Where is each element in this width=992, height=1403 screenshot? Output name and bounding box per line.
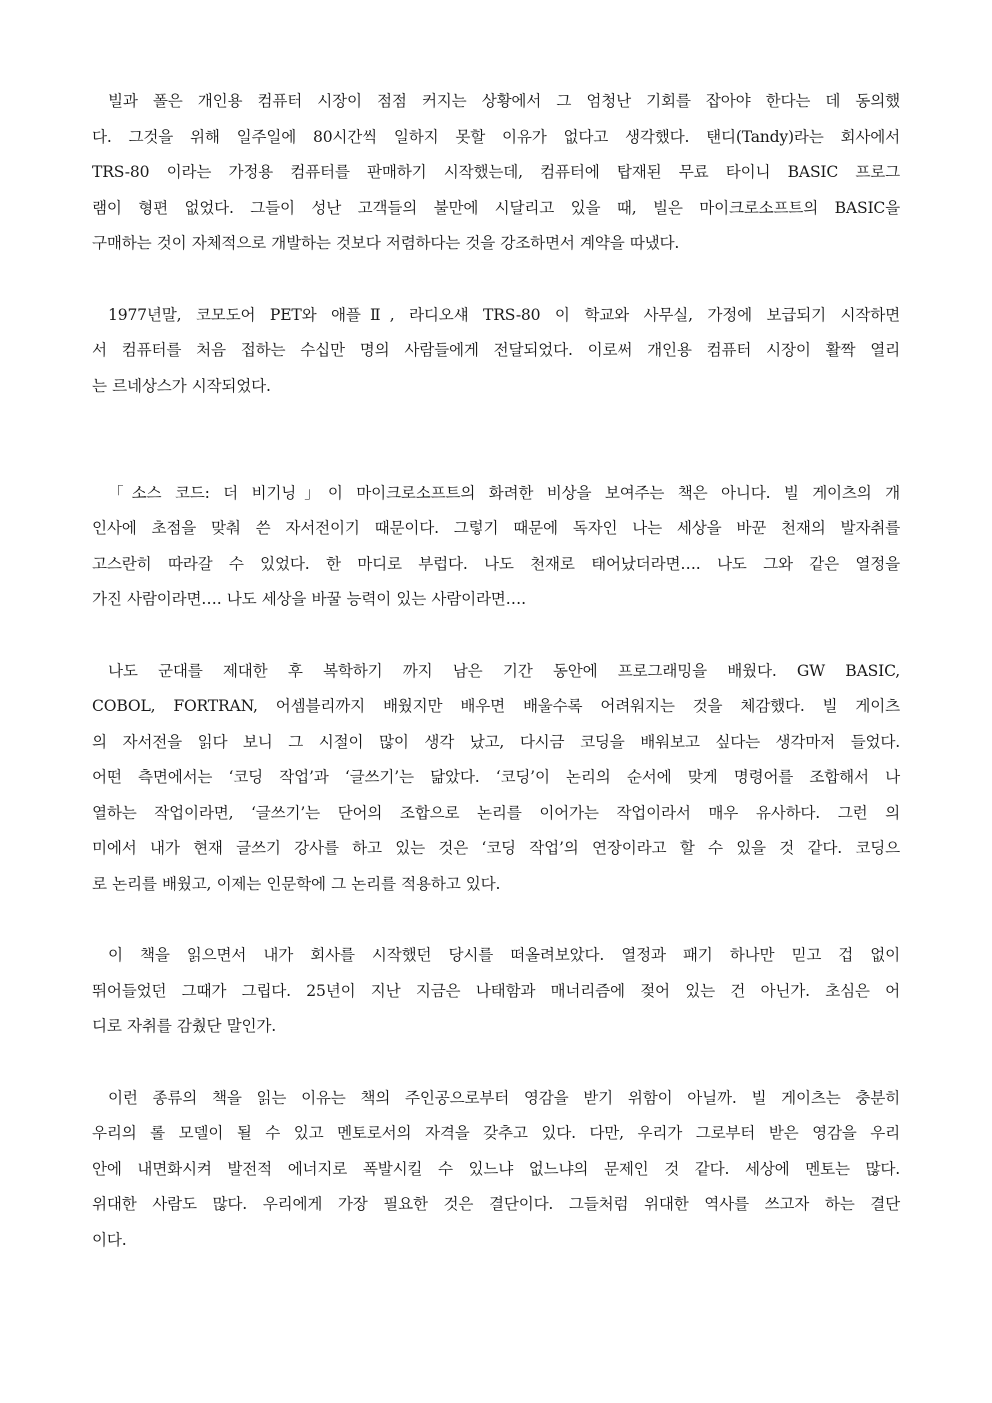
text-line: 램이 형편 없었다. 그들이 성난 고객들의 불만에 시달리고 있을 때, 빌은 마이크로소프트의 BASIC을 <box>92 198 900 217</box>
text-line: 구매하는 것이 자체적으로 개발하는 것보다 저렴하다는 것을 강조하면서 계약을 따냈다. <box>92 234 680 253</box>
text-line: 이 책을 읽으면서 내가 회사를 시작했던 당시를 떠올려보았다. 열정과 패기 하나만 믿고 겁 없이 <box>108 946 900 965</box>
text-line: 의 자서전을 읽다 보니 그 시절이 많이 생각 났고, 다시금 코딩을 배워보고 싶다는 생각마저 들었다. <box>92 732 900 751</box>
text-line: 「소스 코드: 더 비기닝」이 마이크로소프트의 화려한 비상을 보여주는 책은 아니다. 빌 게이츠의 개 <box>108 483 900 502</box>
text-line: 는 르네상스가 시작되었다. <box>92 376 271 395</box>
text-line: 서 컴퓨터를 처음 접하는 수십만 명의 사람들에게 전달되었다. 이로써 개인용 컴퓨터 시장이 활짝 열리 <box>92 341 900 360</box>
text-line: COBOL, FORTRAN, 어셈블리까지 배웠지만 배우면 배울수록 어려워지는 것을 체감했다. 빌 게이츠 <box>92 697 900 716</box>
text-line: 이다. <box>92 1231 127 1249</box>
paragraph-1 <box>92 84 900 262</box>
text-line: 다. 그것을 위해 일주일에 80시간씩 일하지 못할 이유가 없다고 생각했다. 탠디(Tandy)라는 회사에서 <box>92 127 900 146</box>
text-line: 로 논리를 배웠고, 이제는 인문학에 그 논리를 적용하고 있다. <box>92 875 501 894</box>
document-page <box>92 84 900 1294</box>
text-line: 1977년말, 코모도어 PET와 애플Ⅱ, 라디오섀 TRS-80 이 학교와 사무실, 가정에 보급되기 시작하면 <box>108 305 900 324</box>
text-line: 어떤 측면에서는 ‘코딩 작업’과 ‘글쓰기’는 닮았다. ‘코딩’이 논리의 순서에 맞게 명령어를 조합해서 나 <box>92 768 900 787</box>
text-line: 디로 자취를 감췄단 말인가. <box>92 1017 277 1036</box>
text-line: 안에 내면화시켜 발전적 에너지로 폭발시킬 수 있느냐 없느냐의 문제인 것 같다. 세상에 멘토는 많다. <box>92 1159 900 1178</box>
text-line: 빌과 폴은 개인용 컴퓨터 시장이 점점 커지는 상황에서 그 엄청난 기회를 잡아야 한다는 데 동의했 <box>108 92 900 110</box>
paragraph-4 <box>92 654 900 903</box>
text-line: 나도 군대를 제대한 후 복학하기 까지 남은 기간 동안에 프로그래밍을 배웠다. GW BASIC, <box>108 661 900 680</box>
paragraph-6 <box>92 1081 900 1259</box>
paragraph-2 <box>92 298 900 405</box>
text-line: 고스란히 따라갈 수 있었다. 한 마디로 부럽다. 나도 천재로 태어났더라면…. 나도 그와 같은 열정을 <box>92 554 900 573</box>
text-line: 열하는 작업이라면, ‘글쓰기’는 단어의 조합으로 논리를 이어가는 작업이라서 매우 유사하다. 그런 의 <box>92 803 900 822</box>
paragraph-5 <box>92 938 900 1045</box>
text-line: 가진 사람이라면…. 나도 세상을 바꿀 능력이 있는 사람이라면…. <box>92 590 526 609</box>
text-line: 이런 종류의 책을 읽는 이유는 책의 주인공으로부터 영감을 받기 위함이 아닐까. 빌 게이츠는 충분히 <box>108 1088 900 1107</box>
text-line: 위대한 사람도 많다. 우리에게 가장 필요한 것은 결단이다. 그들처럼 위대한 역사를 쓰고자 하는 결단 <box>92 1195 900 1214</box>
text-line: 미에서 내가 현재 글쓰기 강사를 하고 있는 것은 ‘코딩 작업’의 연장이라고 할 수 있을 것 같다. 코딩으 <box>92 839 900 858</box>
text-line: TRS-80 이라는 가정용 컴퓨터를 판매하기 시작했는데, 컴퓨터에 탑재된 무료 타이니 BASIC 프로그 <box>92 163 900 182</box>
paragraph-3 <box>92 476 900 618</box>
text-line: 뛰어들었던 그때가 그립다. 25년이 지난 지금은 나태함과 매너리즘에 젖어 있는 건 아닌가. 초심은 어 <box>92 981 900 1000</box>
text-line: 인사에 초점을 맞춰 쓴 자서전이기 때문이다. 그렇기 때문에 독자인 나는 세상을 바꾼 천재의 발자취를 <box>92 519 900 538</box>
text-line: 우리의 롤 모델이 될 수 있고 멘토로서의 자격을 갖추고 있다. 다만, 우리가 그로부터 받은 영감을 우리 <box>92 1124 900 1143</box>
